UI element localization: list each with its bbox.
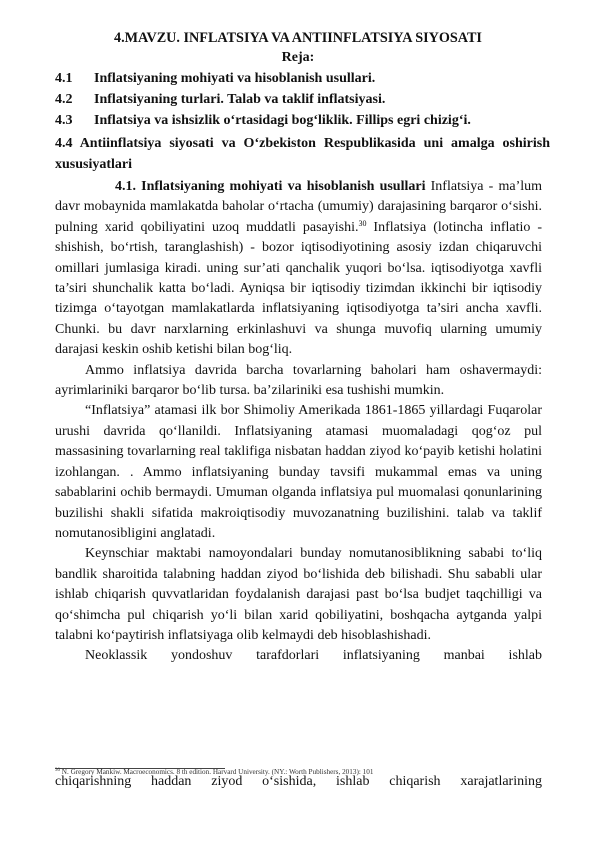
toc-item [55,70,550,87]
toc-text: Inflatsiya va ishsizlik o‘rtasidagi bog‘liklik. Fillips egri chizig‘i. [94,113,471,128]
toc-text: Inflatsiyaning mohiyati va hisoblanish usullari. [94,71,376,86]
paragraph: “Inflatsiya” atamasi ilk bor Shimoliy Amerikada 1861-1865 yillardagi Fuqarolar urushi davrida qo‘llanildi. Inflatsiyaning atamasi muomaladagi qog‘oz pul massasining tovarlarning real taklifiga nisbatan haddan ziyod ko‘payib ketishi holatini izohlangan. . Ammo inflatsiyaning bunday tavsifi mukammal emas va uning sabablarini ochib bermaydi. Umuman olganda inflatsiya pul muomalasi qonunlarining buzilishi shakli sifatida makroiqtisodiy muvozanatning buzilishini. talab va taklif nomutanosibligini anglatadi. [55,403,542,541]
paragraph: Neoklassik yondoshuv tarafdorlari inflatsiyaning manbai ishlab [85,648,542,664]
toc-text: Inflatsiyaning turlari. Talab va taklif inflatsiyasi. [94,92,386,107]
footnote-mark: 30 [55,768,60,773]
toc-item [55,91,550,108]
toc-number: 4.4 [55,136,73,151]
toc-number: 4.3 [55,113,73,128]
footnote-ref: 30 [358,218,367,228]
toc-number: 4.1 [55,71,73,86]
paragraph-text: Inflatsiya (lotincha inflatio - shishish, bo‘rtish, taranglashish) - bozor iqtisodiyotining asosiy izdan chiqaruvchi omillari jumlasiga kiradi. uning sur’ati qanchalik yuqori bo‘lsa. iqtisodiyotga xavfli ta’siri shunchalik katta bo‘ladi. Ayniqsa bir iqtisodiy tizimdan ikkinchi bir iqtisodiy tizimga o‘tayotgan mamlakatlarda inflatsiyaning iqtisodiyotga ta’siri ancha xavfli. Chunki. bu davr narxlarning erkinlashuvi va shunga muvofiq ularning umumiy darajasi keskin oshib ketishi bilan bog‘liq. [55,219,542,358]
page-title: 4.MAVZU. INFLATSIYA VA ANTIINFLATSIYA SIYOSATI [114,30,482,46]
toc-item [55,112,550,129]
paragraph: Keynschiar maktabi namoyondalari bunday nomutanosiblikning sababi to‘liq bandlik sharoitida talabning haddan ziyod bo‘lishida deb bilishadi. Shu sababli ular ishlab chiqarish quvvatlaridan foydalanish darajasi past bo‘lsa budjet taqchilligi va qo‘shimcha pul chiqarish yo‘li bilan xarid qobiliyatini, boshqacha aytganda yalpi talabni ko‘paytirish inflatsiyaga olib kelmaydi deb hisoblashishadi. [55,546,542,643]
toc-number: 4.2 [55,92,73,107]
paragraph [55,177,542,361]
paragraph: Ammo inflatsiya davrida barcha tovarlarning baholari ham oshavermaydi: ayrimlariniki barqaror bo‘lib tursa. ba’zilariniki esa tushishi mumkin. [55,362,542,399]
section-heading: 4.1. Inflatsiyaning mohiyati va hisoblanish usullari [115,179,426,194]
body-text [55,177,542,667]
toc-item [55,133,550,175]
paragraph-continuation: chiqarishning haddan ziyod o‘sishida, ishlab chiqarish xarajatlarining [55,774,542,789]
paragraph-text: Inflatsiya - ma’lum davr mobaynida mamlakatda baholar o‘rtacha (umumiy) darajasining barqaror o‘sishi. pulning xarid qobiliyatini uzoq muddatli pasayishi. [55,179,543,235]
plan-label: Reja: [281,50,315,65]
footnote-text: N. Gregory Mankiw. Macroeconomics. 8 th edition. Harvard University. (NY.: Worth Publishers, 2013): 101 [60,768,374,776]
toc-text: Antiinflatsiya siyosati va O‘zbekiston Respublikasida uni amalga oshirish xususiyatlari [55,136,550,172]
